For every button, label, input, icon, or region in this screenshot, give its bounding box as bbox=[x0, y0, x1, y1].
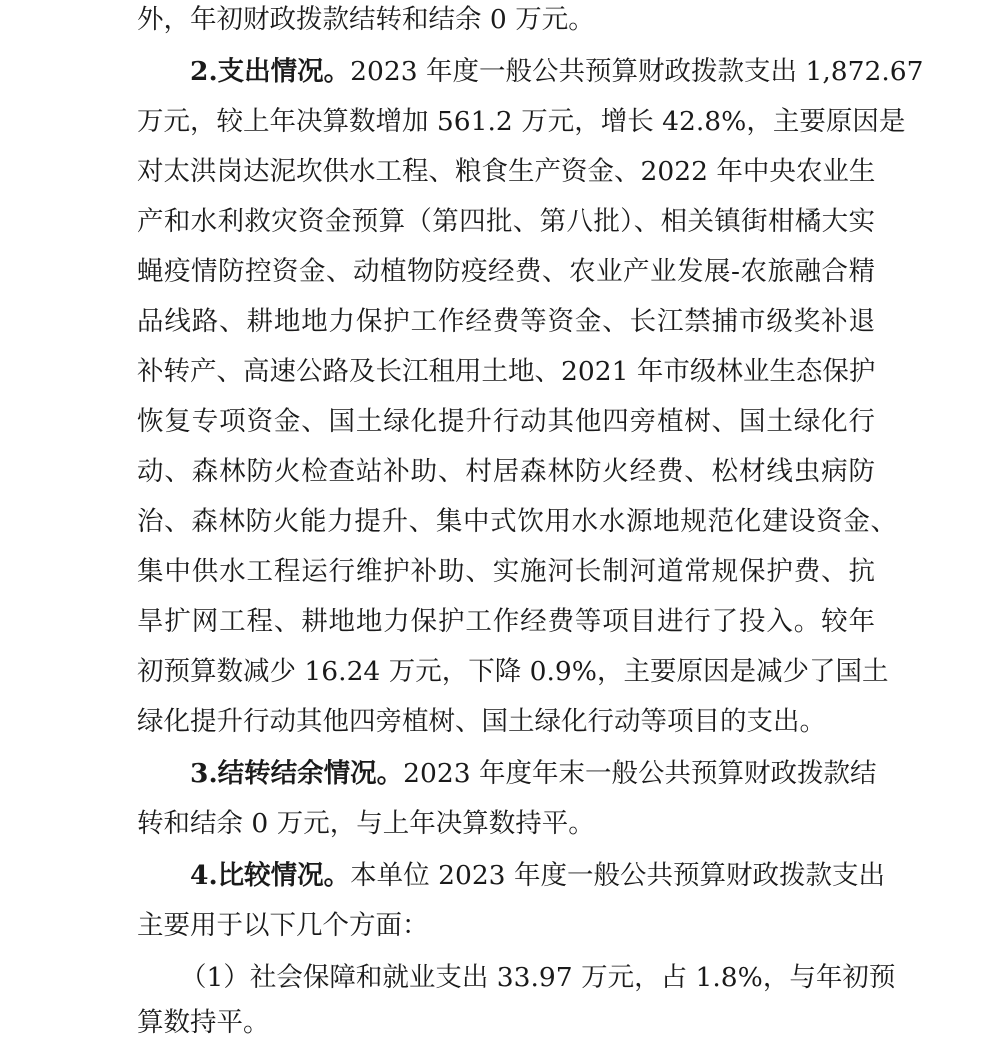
line-text: 万元，较上年决算数增加 561.2 万元，增长 42.8%，主要原因是 bbox=[137, 106, 906, 137]
text-line bbox=[137, 552, 875, 592]
line-text: 2023 年度一般公共预算财政拨款支出 1,872.67 bbox=[350, 56, 924, 87]
line-text: 主要用于以下几个方面： bbox=[137, 910, 429, 941]
text-line bbox=[137, 804, 595, 844]
text-line bbox=[137, 702, 826, 742]
line-text: 本单位 2023 年度一般公共预算财政拨款支出 bbox=[350, 860, 885, 891]
line-text: 集中供水工程运行维护补助、实施河长制河道常规保护费、抗 bbox=[137, 556, 875, 587]
line-text: 2023 年度年末一般公共预算财政拨款结 bbox=[403, 758, 877, 789]
text-line bbox=[180, 958, 896, 998]
line-text: 转和结余 0 万元，与上年决算数持平。 bbox=[137, 808, 595, 839]
line-text: 品线路、耕地地力保护工作经费等资金、长江禁捕市级奖补退 bbox=[137, 306, 875, 337]
text-line bbox=[137, 402, 875, 442]
text-line bbox=[137, 102, 906, 142]
text-line bbox=[137, 1003, 270, 1043]
text-line bbox=[137, 352, 875, 392]
line-text: 算数持平。 bbox=[137, 1007, 270, 1038]
line-text: 治、森林防火能力提升、集中式饮用水水源地规范化建设资金、 bbox=[137, 506, 897, 537]
text-line bbox=[137, 202, 875, 242]
line-text: 蝇疫情防控资金、动植物防疫经费、农业产业发展-农旅融合精 bbox=[137, 256, 875, 287]
text-line bbox=[137, 0, 595, 40]
line-text: （1）社会保障和就业支出 33.97 万元，占 1.8%，与年初预 bbox=[180, 962, 896, 993]
text-line bbox=[137, 906, 429, 946]
text-line bbox=[137, 502, 897, 542]
text-line bbox=[137, 652, 889, 692]
paragraph-2-first-line bbox=[190, 52, 924, 92]
line-text: 外，年初财政拨款结转和结余 0 万元。 bbox=[137, 4, 595, 35]
paragraph-3-first-line bbox=[190, 754, 875, 794]
text-line bbox=[137, 602, 875, 642]
text-line bbox=[137, 302, 875, 342]
text-line bbox=[137, 452, 875, 492]
paragraph-4-first-line bbox=[190, 856, 885, 896]
text-line bbox=[137, 252, 875, 292]
paragraph-heading: 3.结转结余情况。 bbox=[190, 758, 404, 789]
line-text: 对太洪岗达泥坎供水工程、粮食生产资金、2022 年中央农业生 bbox=[137, 156, 876, 187]
line-text: 初预算数减少 16.24 万元，下降 0.9%，主要原因是减少了国土 bbox=[137, 656, 889, 687]
line-text: 动、森林防火检查站补助、村居森林防火经费、松材线虫病防 bbox=[137, 456, 875, 487]
text-line bbox=[137, 152, 875, 192]
paragraph-heading: 2.支出情况。 bbox=[190, 56, 351, 87]
line-text: 绿化提升行动其他四旁植树、国土绿化行动等项目的支出。 bbox=[137, 706, 826, 737]
line-text: 旱扩网工程、耕地地力保护工作经费等项目进行了投入。较年 bbox=[137, 606, 875, 637]
line-text: 补转产、高速公路及长江租用土地、2021 年市级林业生态保护 bbox=[137, 356, 876, 387]
line-text: 产和水利救灾资金预算（第四批、第八批）、相关镇街柑橘大实 bbox=[137, 206, 875, 237]
line-text: 恢复专项资金、国土绿化提升行动其他四旁植树、国土绿化行 bbox=[137, 406, 875, 437]
paragraph-heading: 4.比较情况。 bbox=[190, 860, 351, 891]
